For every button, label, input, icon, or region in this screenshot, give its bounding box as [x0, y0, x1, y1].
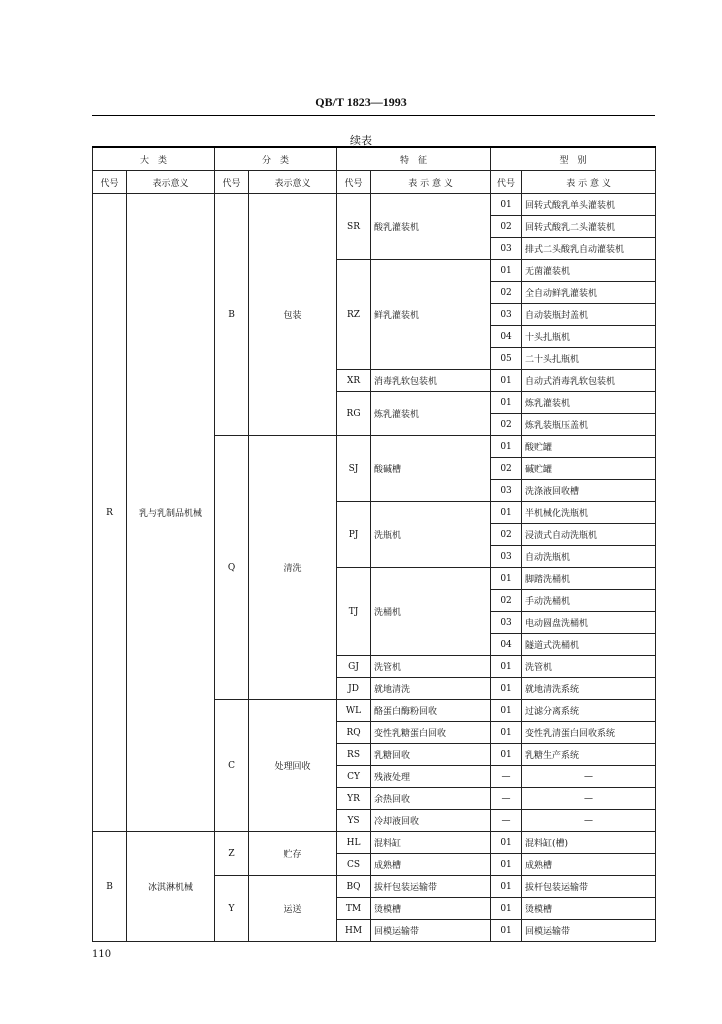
feat-name: 冷却液回收 — [371, 810, 491, 832]
type-code: 01 — [491, 568, 522, 590]
type-code: 03 — [491, 480, 522, 502]
type-name: 全自动鲜乳灌装机 — [522, 282, 656, 304]
type-name: 乳糖生产系统 — [522, 744, 656, 766]
hdr-code: 代号 — [337, 171, 371, 194]
type-code: 01 — [491, 854, 522, 876]
type-name: 手动洗桶机 — [522, 590, 656, 612]
type-name: 自动式消毒乳软包装机 — [522, 370, 656, 392]
type-name: 变性乳清蛋白回收系统 — [522, 722, 656, 744]
type-name: — — [522, 810, 656, 832]
type-code: 01 — [491, 678, 522, 700]
feat-name: 洗桶机 — [371, 568, 491, 656]
type-code: — — [491, 766, 522, 788]
type-code: 01 — [491, 370, 522, 392]
type-code: 01 — [491, 260, 522, 282]
feat-code: RG — [337, 392, 371, 436]
classification-table — [92, 146, 656, 942]
feat-code: HL — [337, 832, 371, 854]
type-name: 就地清洗系统 — [522, 678, 656, 700]
cat1-name: 乳与乳制品机械 — [127, 194, 215, 832]
type-name: 过滤分离系统 — [522, 700, 656, 722]
type-name: 成熟槽 — [522, 854, 656, 876]
feat-name: 成熟槽 — [371, 854, 491, 876]
group-category: 分 类 — [215, 147, 337, 171]
type-name: 浸渍式自动洗瓶机 — [522, 524, 656, 546]
sub-header-row — [93, 171, 656, 194]
cat1-code: B — [93, 832, 127, 942]
feat-code: YS — [337, 810, 371, 832]
feat-code: CS — [337, 854, 371, 876]
feat-name: 混料缸 — [371, 832, 491, 854]
type-code: 02 — [491, 524, 522, 546]
cat2-name: 贮存 — [249, 832, 337, 876]
type-code: 01 — [491, 700, 522, 722]
type-name: 酸贮罐 — [522, 436, 656, 458]
cat1-code: R — [93, 194, 127, 832]
type-code: 01 — [491, 656, 522, 678]
feat-name: 洗瓶机 — [371, 502, 491, 568]
table-row — [93, 194, 656, 216]
feat-name: 洗管机 — [371, 656, 491, 678]
table-row — [93, 832, 656, 854]
type-name: 十头扎瓶机 — [522, 326, 656, 348]
feat-code: RS — [337, 744, 371, 766]
hdr-meaning: 表示意义 — [249, 171, 337, 194]
type-code: 04 — [491, 634, 522, 656]
type-name: — — [522, 788, 656, 810]
type-name: 拔杆包装运输带 — [522, 876, 656, 898]
type-code: 01 — [491, 436, 522, 458]
hdr-code: 代号 — [215, 171, 249, 194]
type-name: 洗管机 — [522, 656, 656, 678]
header-rule — [92, 115, 655, 116]
type-code: 03 — [491, 612, 522, 634]
cat2-name: 清洗 — [249, 436, 337, 700]
type-code: 02 — [491, 590, 522, 612]
type-code: 01 — [491, 832, 522, 854]
feat-code: BQ — [337, 876, 371, 898]
feat-name: 变性乳糖蛋白回收 — [371, 722, 491, 744]
cat2-name: 运送 — [249, 876, 337, 942]
type-code: 02 — [491, 414, 522, 436]
type-name: 混料缸(槽) — [522, 832, 656, 854]
type-code: 02 — [491, 216, 522, 238]
feat-name: 烫模槽 — [371, 898, 491, 920]
type-code: 01 — [491, 502, 522, 524]
type-name: 自动洗瓶机 — [522, 546, 656, 568]
type-name: 二十头扎瓶机 — [522, 348, 656, 370]
feat-code: RQ — [337, 722, 371, 744]
feat-code: TJ — [337, 568, 371, 656]
table-caption: 续表 — [350, 134, 372, 147]
feat-code: JD — [337, 678, 371, 700]
group-feature: 特 征 — [337, 147, 491, 171]
type-name: 排式二头酸乳自动灌装机 — [522, 238, 656, 260]
cat2-code: Z — [215, 832, 249, 876]
type-name: 炼乳装瓶压盖机 — [522, 414, 656, 436]
feat-name: 炼乳灌装机 — [371, 392, 491, 436]
feat-code: WL — [337, 700, 371, 722]
feat-name: 乳糖回收 — [371, 744, 491, 766]
type-name: 回转式酸乳二头灌装机 — [522, 216, 656, 238]
feat-code: XR — [337, 370, 371, 392]
feat-name: 余热回收 — [371, 788, 491, 810]
feat-code: HM — [337, 920, 371, 942]
type-code: 01 — [491, 744, 522, 766]
group-type: 型 别 — [491, 147, 656, 171]
feat-code: SJ — [337, 436, 371, 502]
feat-name: 鲜乳灌装机 — [371, 260, 491, 370]
cat2-code: Q — [215, 436, 249, 700]
cat2-code: B — [215, 194, 249, 436]
type-name: 半机械化洗瓶机 — [522, 502, 656, 524]
cat2-code: C — [215, 700, 249, 832]
type-code: 01 — [491, 920, 522, 942]
type-code: 03 — [491, 304, 522, 326]
cat1-name: 冰淇淋机械 — [127, 832, 215, 942]
type-code: — — [491, 810, 522, 832]
hdr-meaning: 表示意义 — [127, 171, 215, 194]
type-name: 电动圆盘洗桶机 — [522, 612, 656, 634]
feat-code: CY — [337, 766, 371, 788]
feat-name: 就地清洗 — [371, 678, 491, 700]
type-name: 无菌灌装机 — [522, 260, 656, 282]
cat2-code: Y — [215, 876, 249, 942]
hdr-meaning: 表 示 意 义 — [371, 171, 491, 194]
type-code: 03 — [491, 238, 522, 260]
type-name: 隧道式洗桶机 — [522, 634, 656, 656]
feat-name: 酸碱槽 — [371, 436, 491, 502]
type-code: 01 — [491, 722, 522, 744]
type-code: 04 — [491, 326, 522, 348]
type-name: 烫模槽 — [522, 898, 656, 920]
group-header-row — [93, 147, 656, 171]
feat-code: TM — [337, 898, 371, 920]
type-code: 01 — [491, 392, 522, 414]
standard-header: QB/T 1823—1993 — [315, 95, 407, 109]
type-name: 炼乳灌装机 — [522, 392, 656, 414]
feat-name: 残液处理 — [371, 766, 491, 788]
type-code: 01 — [491, 876, 522, 898]
feat-code: RZ — [337, 260, 371, 370]
feat-name: 消毒乳软包装机 — [371, 370, 491, 392]
type-code: — — [491, 788, 522, 810]
cat2-name: 包装 — [249, 194, 337, 436]
hdr-meaning: 表 示 意 义 — [522, 171, 656, 194]
type-name: 回转式酸乳单头灌装机 — [522, 194, 656, 216]
type-code: 02 — [491, 458, 522, 480]
group-major: 大 类 — [93, 147, 215, 171]
feat-name: 回模运输带 — [371, 920, 491, 942]
feat-name: 酪蛋白酶粉回收 — [371, 700, 491, 722]
cat2-name: 处理回收 — [249, 700, 337, 832]
type-name: — — [522, 766, 656, 788]
type-code: 05 — [491, 348, 522, 370]
feat-code: PJ — [337, 502, 371, 568]
type-name: 回模运输带 — [522, 920, 656, 942]
page-number: 110 — [92, 949, 112, 960]
type-name: 脚踏洗桶机 — [522, 568, 656, 590]
hdr-code: 代号 — [93, 171, 127, 194]
type-code: 01 — [491, 194, 522, 216]
type-code: 02 — [491, 282, 522, 304]
feat-code: SR — [337, 194, 371, 260]
type-name: 洗涤液回收槽 — [522, 480, 656, 502]
type-code: 03 — [491, 546, 522, 568]
feat-code: YR — [337, 788, 371, 810]
hdr-code: 代号 — [491, 171, 522, 194]
feat-name: 酸乳灌装机 — [371, 194, 491, 260]
feat-code: GJ — [337, 656, 371, 678]
type-name: 碱贮罐 — [522, 458, 656, 480]
feat-name: 拔杆包装运输带 — [371, 876, 491, 898]
type-code: 01 — [491, 898, 522, 920]
type-name: 自动装瓶封盖机 — [522, 304, 656, 326]
